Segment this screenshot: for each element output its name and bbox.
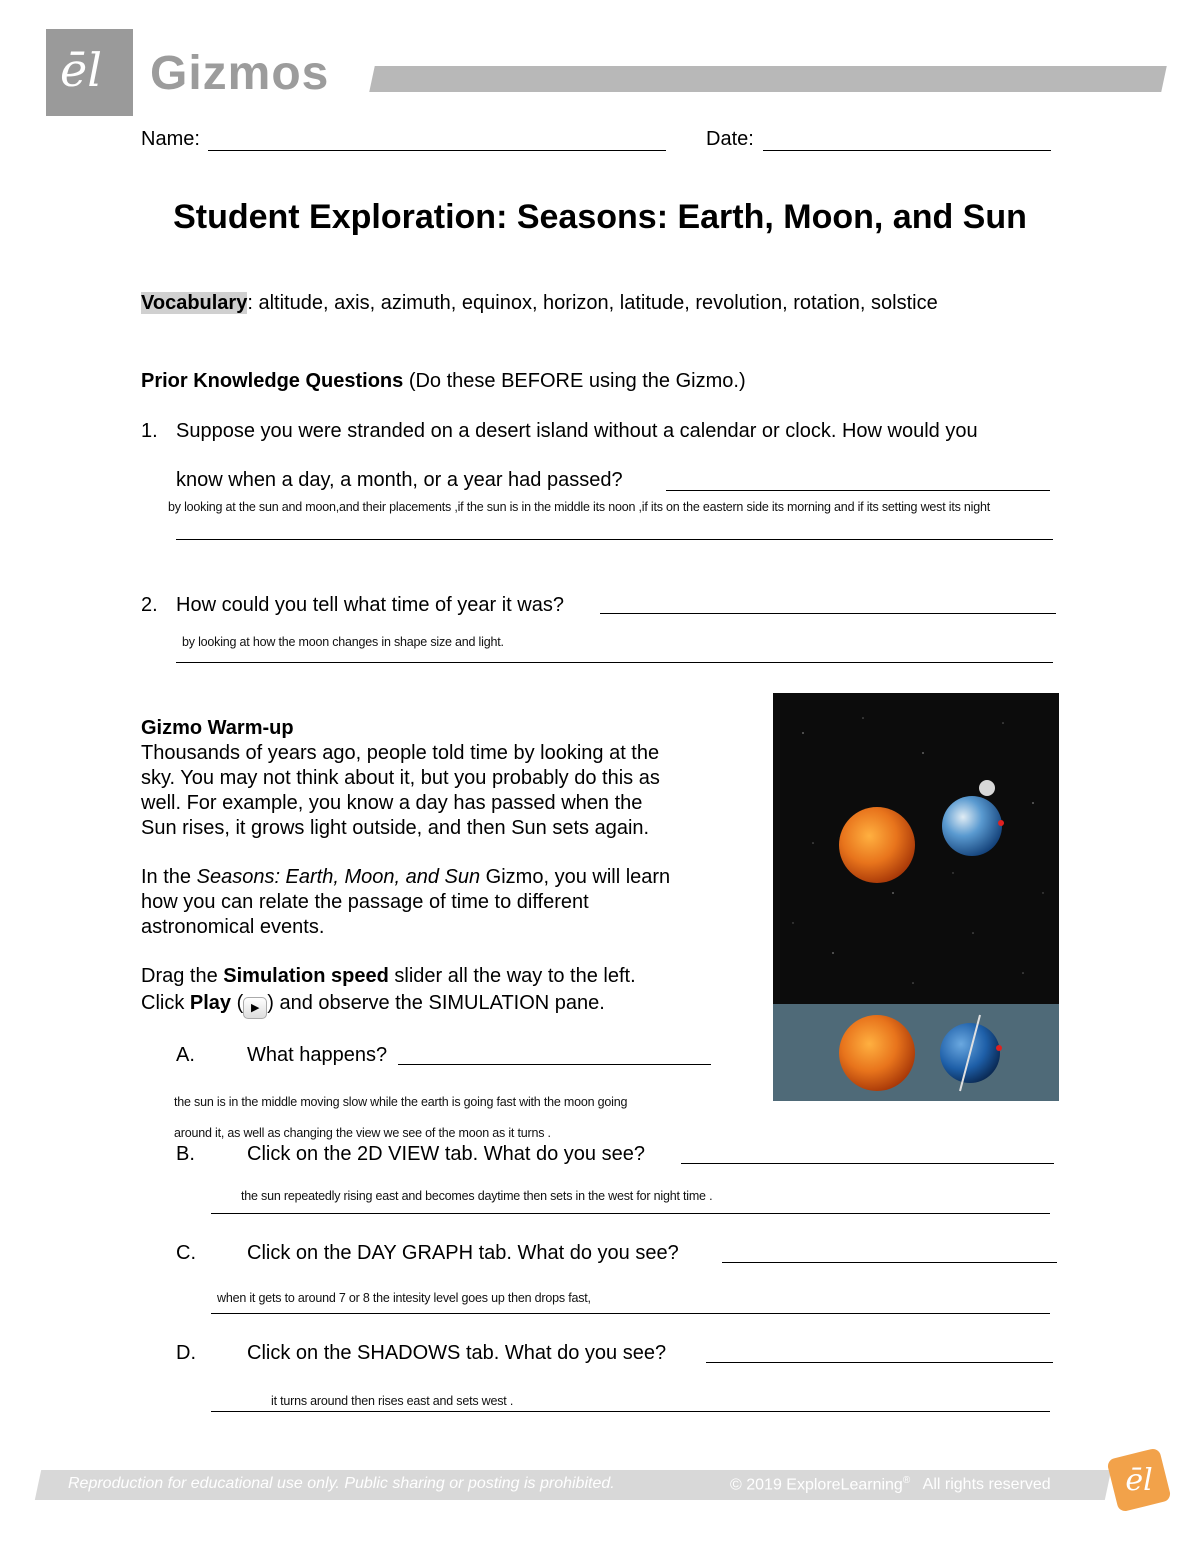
name-label: Name: — [141, 128, 200, 150]
item-b-line-1[interactable] — [681, 1163, 1054, 1164]
q1-answer-line-2[interactable] — [176, 539, 1053, 540]
item-b-text: Click on the 2D VIEW tab. What do you see? — [247, 1143, 645, 1165]
warmup-p2-l2: how you can relate the passage of time to different — [141, 891, 589, 913]
item-a-text: What happens? — [247, 1044, 388, 1066]
prior-heading-line — [141, 369, 746, 394]
item-d-line-1[interactable] — [706, 1362, 1053, 1363]
item-b-line-2[interactable] — [211, 1213, 1050, 1214]
item-a-letter: A. — [176, 1044, 195, 1066]
warmup-p4 — [141, 991, 605, 1019]
p2-pre: In the — [141, 866, 197, 888]
q1-line2: know when a day, a month, or a year had passed? — [176, 469, 623, 491]
prior-heading: Prior Knowledge Questions — [141, 370, 404, 392]
p4-post: ) and observe the SIMULATION pane. — [267, 992, 605, 1014]
q1-answer[interactable]: by looking at the sun and moon,and their placements ,if the sun is in the middle its noon ,if its on the eastern side its morning and if its setting west its night — [168, 500, 991, 514]
q1-line1: Suppose you were stranded on a desert island without a calendar or clock. How would you — [176, 420, 978, 442]
item-a-answer-1[interactable]: the sun is in the middle moving slow while the earth is going fast with the moon going — [174, 1095, 628, 1109]
q2-text: How could you tell what time of year it was? — [176, 594, 564, 616]
header-bar — [369, 66, 1167, 92]
item-d-line-2[interactable] — [211, 1411, 1050, 1412]
q2-number: 2. — [141, 594, 158, 616]
svg-text:ēl: ēl — [1125, 1463, 1153, 1498]
q1-number: 1. — [141, 420, 158, 442]
registered-mark: ® — [902, 1475, 911, 1486]
page-title: Student Exploration: Seasons: Earth, Moon, and Sun — [173, 198, 1027, 236]
footer-copyright — [730, 1475, 1051, 1494]
item-c-text: Click on the DAY GRAPH tab. What do you see? — [247, 1242, 679, 1264]
simulation-image — [773, 693, 1059, 1101]
p3-post: slider all the way to the left. — [388, 965, 636, 987]
item-c-line-1[interactable] — [722, 1262, 1057, 1263]
warmup-p2-l3: astronomical events. — [141, 916, 325, 938]
sun-2d-icon — [839, 1015, 915, 1091]
date-label: Date: — [706, 128, 754, 150]
space-background — [773, 693, 1059, 1004]
q2-answer-line-1[interactable] — [600, 613, 1056, 614]
warmup-p1-l1: Thousands of years ago, people told time by looking at the — [141, 742, 660, 764]
item-c-letter: C. — [176, 1242, 196, 1264]
company-name: ExploreLearning — [786, 1476, 903, 1494]
warmup-p1-l2: sky. You may not think about it, but you probably do this as — [141, 767, 660, 789]
q2-answer[interactable]: by looking at how the moon changes in shape size and light. — [182, 635, 504, 649]
item-a-answer-2[interactable]: around it, as well as changing the view we see of the moon as it turns . — [174, 1126, 551, 1140]
item-a-line[interactable] — [398, 1064, 711, 1065]
gizmos-logo-icon — [46, 29, 133, 116]
item-d-text: Click on the SHADOWS tab. What do you see? — [247, 1342, 667, 1364]
vocabulary-label: Vocabulary — [141, 292, 248, 314]
copyright-symbol: © — [730, 1476, 742, 1494]
simulation-speed-label: Simulation speed — [223, 965, 389, 987]
p4-open: ( — [231, 992, 244, 1014]
warmup-p3 — [141, 964, 636, 989]
explorelearning-logo-icon — [1106, 1447, 1172, 1513]
sun-icon — [839, 807, 915, 883]
item-b-answer[interactable]: the sun repeatedly rising east and becomes daytime then sets in the west for night time . — [241, 1189, 713, 1203]
p2-post: Gizmo, you will learn — [480, 866, 671, 888]
observer-marker — [998, 820, 1004, 826]
play-label: Play — [189, 992, 232, 1014]
item-c-answer[interactable]: when it gets to around 7 or 8 the intesity level goes up then drops fast, — [217, 1291, 591, 1305]
simulation-svg — [773, 693, 1059, 1101]
p3-pre: Drag the — [141, 965, 224, 987]
copyright-year: 2019 — [746, 1476, 782, 1494]
name-field[interactable] — [208, 150, 666, 151]
q1-answer-line-1[interactable] — [666, 490, 1050, 491]
lower-panel — [773, 1004, 1059, 1101]
date-field[interactable] — [763, 150, 1051, 151]
warmup-p2-l1 — [141, 865, 670, 890]
p4-pre: Click — [141, 992, 190, 1014]
item-b-letter: B. — [176, 1143, 195, 1165]
warmup-p1-l3: well. For example, you know a day has passed when the — [141, 792, 643, 814]
item-d-letter: D. — [176, 1342, 196, 1364]
gizmo-name: Seasons: Earth, Moon, and Sun — [196, 866, 481, 888]
warmup-heading: Gizmo Warm-up — [141, 717, 294, 739]
moon-icon — [979, 780, 995, 796]
item-c-line-2[interactable] — [211, 1313, 1050, 1314]
rights-text: All rights reserved — [922, 1476, 1051, 1494]
vocabulary-line — [141, 291, 938, 316]
logo-glyph: ēl — [60, 43, 102, 97]
earth-icon — [942, 796, 1002, 856]
vocabulary-terms: : altitude, axis, azimuth, equinox, horizon, latitude, revolution, rotation, solstice — [247, 292, 938, 314]
footer-notice: Reproduction for educational use only. Public sharing or posting is prohibited. — [68, 1475, 615, 1492]
q2-answer-line-2[interactable] — [176, 662, 1053, 663]
warmup-p1-l4: Sun rises, it grows light outside, and then Sun sets again. — [141, 817, 650, 839]
prior-subheading: (Do these BEFORE using the Gizmo.) — [403, 370, 746, 392]
observer-marker-2d — [996, 1045, 1002, 1051]
item-d-answer[interactable]: it turns around then rises east and sets west . — [271, 1394, 514, 1408]
play-button-icon: ▶ — [243, 997, 267, 1019]
brand-title: Gizmos — [150, 47, 330, 100]
